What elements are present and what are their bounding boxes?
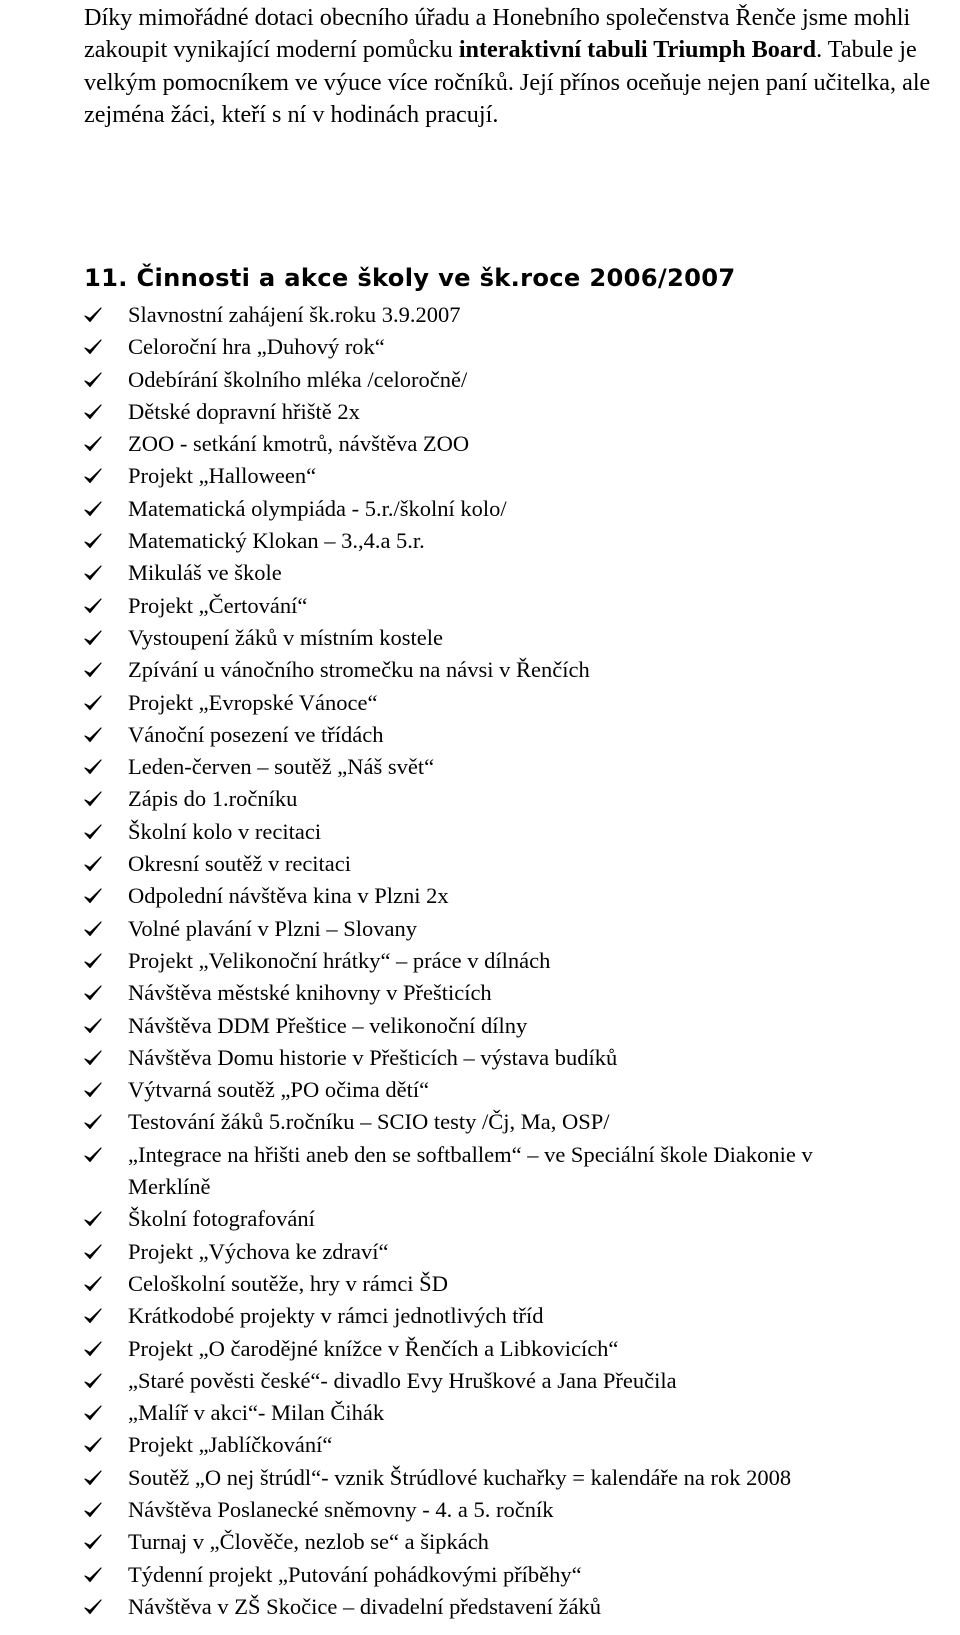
list-item-text: Návštěva v ZŠ Skočice – divadelní představení žáků [128,1593,601,1619]
list-item-text: Soutěž „O nej štrúdl“- vznik Štrúdlové kuchařky = kalendáře na rok 2008 [128,1464,792,1490]
list-item-text: Projekt „Jablíčkování“ [128,1432,333,1458]
checkmark-icon [83,402,103,422]
list-item-text: Zápis do 1.ročníku [128,786,298,812]
checkmark-icon [83,1435,103,1455]
list-item-text: Odpolední návštěva kina v Plzni 2x [128,883,449,909]
checkmark-icon [83,499,103,519]
checkmark-icon [83,1306,103,1326]
checkmark-icon [83,1468,103,1488]
list-item-text: Dětské dopravní hřiště 2x [128,398,360,424]
list-item [0,816,960,848]
checkmark-icon [83,789,103,809]
list-item [0,331,960,363]
checkmark-icon [83,1339,103,1359]
list-item [0,1591,960,1623]
checkmark-icon [83,725,103,745]
list-item-text: „Integrace na hřišti aneb den se softballem“ – ve Speciální škole Diakonie v Merklíně [128,1141,813,1200]
checkmark-icon [83,886,103,906]
checkmark-icon [83,1112,103,1132]
checkmark-icon [83,660,103,680]
list-item-text: Celoroční hra „Duhový rok“ [128,334,385,360]
list-item [0,428,960,460]
checkmark-icon [83,919,103,939]
list-item [0,1494,960,1526]
list-item [0,1397,960,1429]
section-heading: 11. Činnosti a akce školy ve šk.roce 2006/2007 [84,264,736,292]
list-item [0,1106,960,1138]
list-item [0,557,960,589]
list-item [0,1526,960,1558]
checkmark-icon [83,596,103,616]
list-item-text: Návštěva Domu historie v Přešticích – výstava budíků [128,1044,618,1070]
list-item [0,364,960,396]
list-item [0,299,960,331]
list-item [0,1042,960,1074]
list-item-text: Projekt „Výchova ke zdraví“ [128,1238,389,1264]
list-item [0,493,960,525]
list-item [0,1300,960,1332]
checkmark-icon [83,854,103,874]
list-item-text: Projekt „Velikonoční hrátky“ – práce v dílnách [128,947,551,973]
list-item [0,751,960,783]
checkmark-icon [83,1145,103,1165]
list-item [0,1010,960,1042]
list-item [0,1268,960,1300]
list-item-text: Výtvarná soutěž „PO očima dětí“ [128,1077,430,1103]
list-item-text: Volné plavání v Plzni – Slovany [128,915,417,941]
list-item-text: Týdenní projekt „Putování pohádkovými příběhy“ [128,1561,582,1587]
list-item-text: „Staré pověsti české“- divadlo Evy Hruškové a Jana Přeučila [128,1367,677,1393]
list-item-text: Projekt „Halloween“ [128,463,317,489]
list-item [0,1203,960,1235]
list-item-text: Školní kolo v recitaci [128,818,322,844]
checkmark-icon [83,305,103,325]
list-item [0,848,960,880]
list-item [0,590,960,622]
list-item [0,977,960,1009]
checkmark-icon [83,983,103,1003]
checkmark-icon [83,1080,103,1100]
intro-paragraph [84,2,950,131]
checkmark-icon [83,531,103,551]
list-item-text: Mikuláš ve škole [128,560,282,586]
intro-bold-text: interaktivní tabuli Triumph Board [458,36,817,64]
intro-text-end: . Tabule je velkým pomocníkem ve výuce více ročníků. Její přínos oceňuje nejen paní učitelka, ale zejména žáci, kteří s ní v hodinách pracují. [84,36,931,128]
list-item-text: Odebírání školního mléka /celoročně/ [128,366,468,392]
list-item [0,525,960,557]
checkmark-icon [83,1242,103,1262]
checkmark-icon [83,822,103,842]
list-item-text: Vánoční posezení ve třídách [128,721,384,747]
list-item-text: Projekt „O čarodějné knížce v Řenčích a Libkovicích“ [128,1335,619,1361]
checkmark-icon [83,693,103,713]
list-item [0,1236,960,1268]
list-item-text: Turnaj v „Člověče, nezlob se“ a šipkách [128,1529,489,1555]
list-item-text: Matematický Klokan – 3.,4.a 5.r. [128,528,425,554]
list-item-text: „Malíř v akci“- Milan Čihák [128,1400,385,1426]
checkmark-icon [83,1016,103,1036]
list-item-text: Návštěva Poslanecké sněmovny - 4. a 5. ročník [128,1496,554,1522]
list-item-text: Leden-červen – soutěž „Náš svět“ [128,754,435,780]
list-item [0,1365,960,1397]
list-item-text: ZOO - setkání kmotrů, návštěva ZOO [128,431,470,457]
activity-list [0,299,960,1623]
checkmark-icon [83,1209,103,1229]
list-item-text: Návštěva městské knihovny v Přešticích [128,980,492,1006]
checkmark-icon [83,1403,103,1423]
list-item-text: Projekt „Evropské Vánoce“ [128,689,378,715]
checkmark-icon [83,370,103,390]
list-item-text: Okresní soutěž v recitaci [128,851,352,877]
list-item-text: Krátkodobé projekty v rámci jednotlivých tříd [128,1303,544,1329]
checkmark-icon [83,337,103,357]
list-item [0,783,960,815]
list-item-text: Matematická olympiáda - 5.r./školní kolo/ [128,495,507,521]
checkmark-icon [83,1500,103,1520]
list-item [0,654,960,686]
checkmark-icon [83,563,103,583]
list-item [0,460,960,492]
list-item [0,687,960,719]
list-item [0,1333,960,1365]
list-item [0,622,960,654]
list-item [0,1074,960,1106]
list-item [0,719,960,751]
checkmark-icon [83,434,103,454]
list-item [0,880,960,912]
list-item-text: Projekt „Čertování“ [128,592,308,618]
list-item-text: Zpívání u vánočního stromečku na návsi v Řenčích [128,657,590,683]
list-item-text: Slavnostní zahájení šk.roku 3.9.2007 [128,302,461,327]
list-item [0,1139,960,1204]
list-item [0,1429,960,1461]
list-item [0,913,960,945]
checkmark-icon [83,951,103,971]
list-item-text: Celoškolní soutěže, hry v rámci ŠD [128,1270,448,1296]
intro-text-start: Díky mimořádné dotaci obecního úřadu a Honebního společenstva Řenče jsme mohli zakoupit vynikající moderní pomůcku [84,4,911,64]
list-item [0,945,960,977]
list-item-text: Návštěva DDM Přeštice – velikonoční dílny [128,1012,528,1038]
checkmark-icon [83,1532,103,1552]
list-item-text: Testování žáků 5.ročníku – SCIO testy /Čj, Ma, OSP/ [128,1109,610,1135]
list-item [0,1462,960,1494]
checkmark-icon [83,1597,103,1617]
checkmark-icon [83,466,103,486]
checkmark-icon [83,1274,103,1294]
checkmark-icon [83,628,103,648]
checkmark-icon [83,1371,103,1391]
checkmark-icon [83,1565,103,1585]
list-item [0,396,960,428]
list-item-text: Školní fotografování [128,1206,315,1232]
checkmark-icon [83,757,103,777]
checkmark-icon [83,1048,103,1068]
list-item-text: Vystoupení žáků v místním kostele [128,624,443,650]
list-item [0,1559,960,1591]
